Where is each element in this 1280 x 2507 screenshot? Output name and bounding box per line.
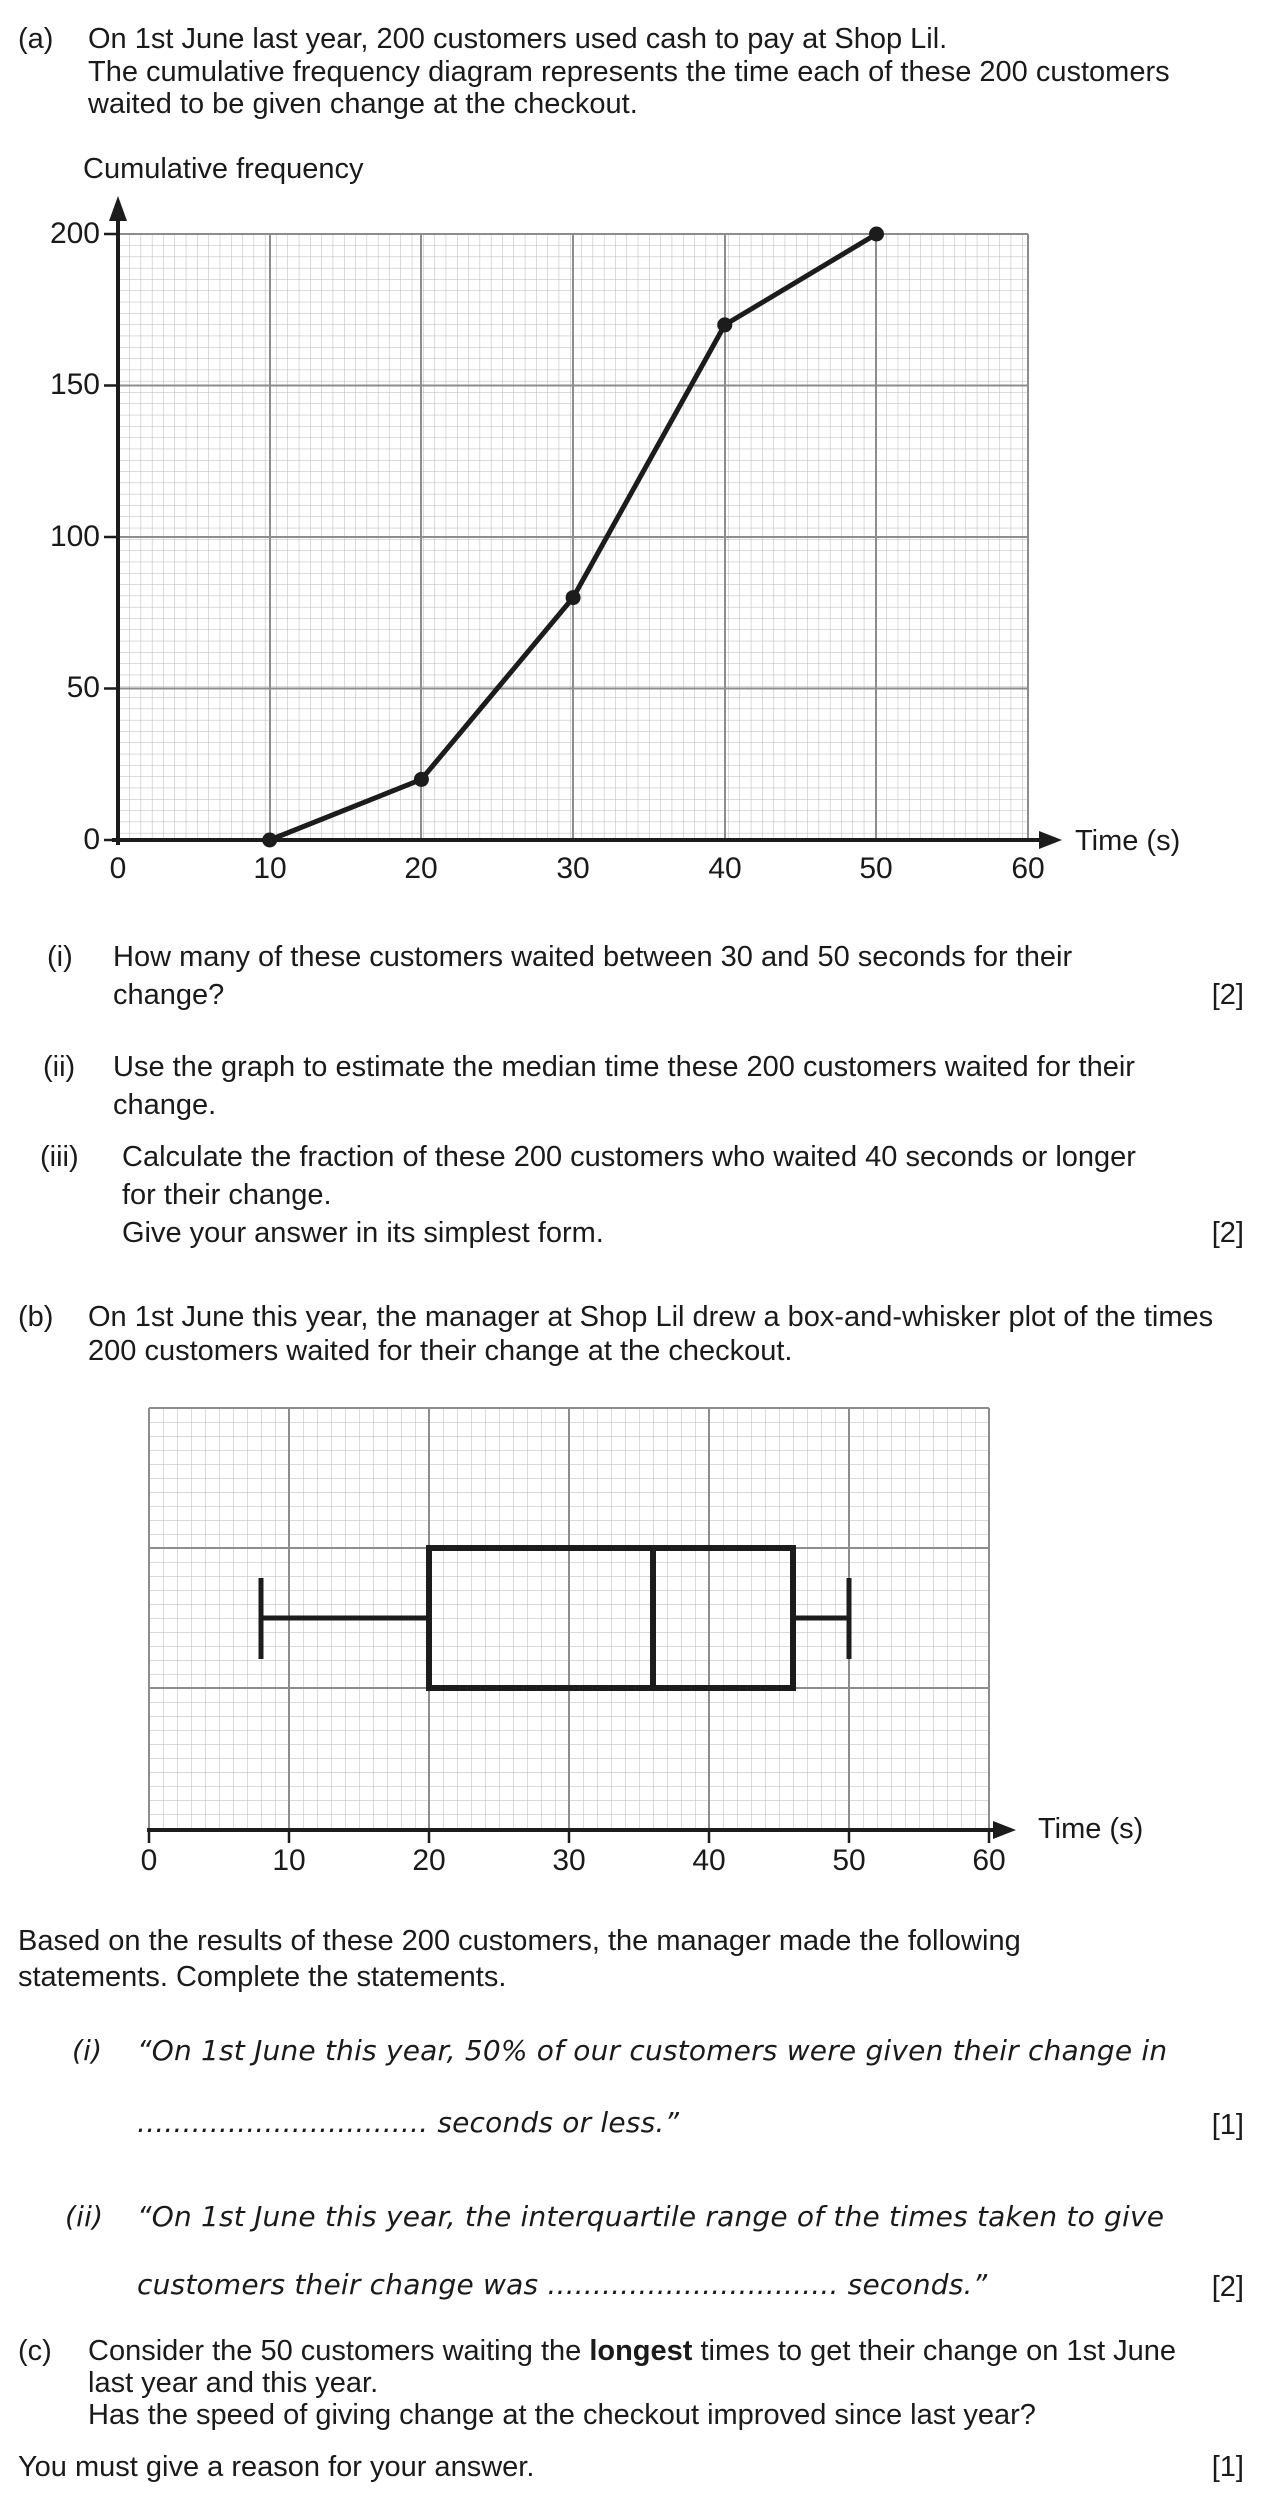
q-i-line1: How many of these customers waited between 30 and 50 seconds for their xyxy=(113,941,1073,973)
y-tick-0: 0 xyxy=(83,823,100,856)
based-line1: Based on the results of these 200 customers, the manager made the following xyxy=(18,1925,1021,1957)
major-gridlines-h xyxy=(118,234,1028,689)
q-iii-label: (iii) xyxy=(40,1141,79,1173)
bp-x-axis-title: Time (s) xyxy=(1038,1813,1144,1845)
q-iii-line1: Calculate the fraction of these 200 customers who waited 40 seconds or longer xyxy=(122,1141,1136,1173)
bp-tick-20: 20 xyxy=(412,1844,446,1877)
footer-instruction: You must give a reason for your answer. xyxy=(18,2451,535,2483)
bp-tick-10: 10 xyxy=(272,1844,306,1877)
statement-ii-line1: “On 1st June this year, the interquartile range of the times taken to give xyxy=(137,2200,1165,2233)
x-tick-30: 30 xyxy=(556,852,590,885)
q-ii-line1: Use the graph to estimate the median time these 200 customers waited for their xyxy=(113,1051,1135,1083)
q-ii-label: (ii) xyxy=(43,1051,76,1083)
data-point xyxy=(566,590,581,605)
q-ii-line2: change. xyxy=(113,1089,217,1121)
cumulative-frequency-chart xyxy=(104,196,1062,849)
part-c-line1-post: times to get their change on 1st June xyxy=(692,2335,1177,2367)
part-b-line1: On 1st June this year, the manager at Shop Lil drew a box-and-whisker plot of the times xyxy=(88,1301,1214,1333)
statement-ii-blank-line: customers their change was ................................ seconds.” xyxy=(137,2268,988,2301)
statement-ii-label: (ii) xyxy=(65,2200,104,2233)
y-tick-50: 50 xyxy=(66,671,100,704)
y-axis-ticks xyxy=(104,234,118,840)
based-line2: statements. Complete the statements. xyxy=(18,1961,507,1993)
bp-tick-40: 40 xyxy=(692,1844,726,1877)
part-a-line1: On 1st June last year, 200 customers used cash to pay at Shop Lil. xyxy=(88,23,948,55)
y-tick-150: 150 xyxy=(49,368,100,401)
data-point xyxy=(414,772,429,787)
part-c-line2: last year and this year. xyxy=(88,2367,379,2399)
part-a-line3: waited to be given change at the checkout. xyxy=(88,88,638,120)
bp-tick-60: 60 xyxy=(972,1844,1006,1877)
x-tick-40: 40 xyxy=(708,852,742,885)
chart-title: Cumulative frequency xyxy=(83,153,364,185)
q-iii-line3: Give your answer in its simplest form. xyxy=(122,1217,604,1249)
data-point xyxy=(717,317,732,332)
iqr-box xyxy=(429,1548,793,1688)
part-c-line3: Has the speed of giving change at the checkout improved since last year? xyxy=(88,2399,1036,2431)
part-c-line1-bold: longest xyxy=(589,2335,693,2367)
major-gridlines-v xyxy=(149,1408,989,1830)
x-tick-0: 0 xyxy=(109,852,127,885)
statement-ii-marks-badge: [2] xyxy=(1211,2271,1244,2303)
part-c-line1-pre: Consider the 50 customers waiting the xyxy=(88,2335,590,2367)
y-axis-arrow-icon xyxy=(109,196,127,221)
part-b-label: (b) xyxy=(18,1301,54,1333)
cumulative-frequency-curve xyxy=(270,234,877,840)
part-c-label: (c) xyxy=(18,2335,52,2367)
x-axis-arrow-icon xyxy=(1039,831,1062,849)
x-tick-60: 60 xyxy=(1011,852,1045,885)
q-iii-marks-badge: [2] xyxy=(1211,1217,1244,1249)
x-tick-10: 10 xyxy=(253,852,287,885)
q-i-line2: change? xyxy=(113,979,225,1011)
major-gridlines-v xyxy=(270,234,1028,840)
data-point xyxy=(262,833,277,848)
part-a-label: (a) xyxy=(18,23,54,55)
statement-i-label: (i) xyxy=(72,2034,103,2067)
q-i-marks-badge: [2] xyxy=(1211,979,1244,1011)
y-tick-100: 100 xyxy=(49,520,100,553)
graph-paper-grid xyxy=(118,234,1028,840)
statement-i-line1: “On 1st June this year, 50% of our customers were given their change in xyxy=(137,2034,1168,2067)
x-axis-title: Time (s) xyxy=(1075,825,1181,857)
bp-tick-0: 0 xyxy=(140,1844,158,1877)
box-and-whisker-plot xyxy=(147,1408,1016,1843)
x-tick-50: 50 xyxy=(859,852,893,885)
data-point xyxy=(869,227,884,242)
major-gridlines-h xyxy=(149,1408,989,1688)
bp-tick-50: 50 xyxy=(832,1844,866,1877)
x-tick-20: 20 xyxy=(404,852,438,885)
part-c-line1 xyxy=(88,2334,1176,2368)
part-a-line2: The cumulative frequency diagram represents the time each of these 200 customers xyxy=(88,56,1170,88)
footer-marks-badge: [1] xyxy=(1211,2451,1244,2483)
statement-i-marks-badge: [1] xyxy=(1211,2109,1244,2141)
bp-tick-30: 30 xyxy=(552,1844,586,1877)
statement-i-blank-line: ................................ seconds or less.” xyxy=(137,2106,680,2139)
x-axis-ticks xyxy=(149,1830,989,1843)
q-iii-line2: for their change. xyxy=(122,1179,332,1211)
part-b-line2: 200 customers waited for their change at the checkout. xyxy=(88,1335,793,1367)
q-i-label: (i) xyxy=(47,941,73,973)
x-axis-arrow-icon xyxy=(993,1821,1016,1839)
data-points xyxy=(262,227,884,848)
graph-paper-grid xyxy=(149,1408,989,1830)
y-tick-200: 200 xyxy=(49,217,100,250)
